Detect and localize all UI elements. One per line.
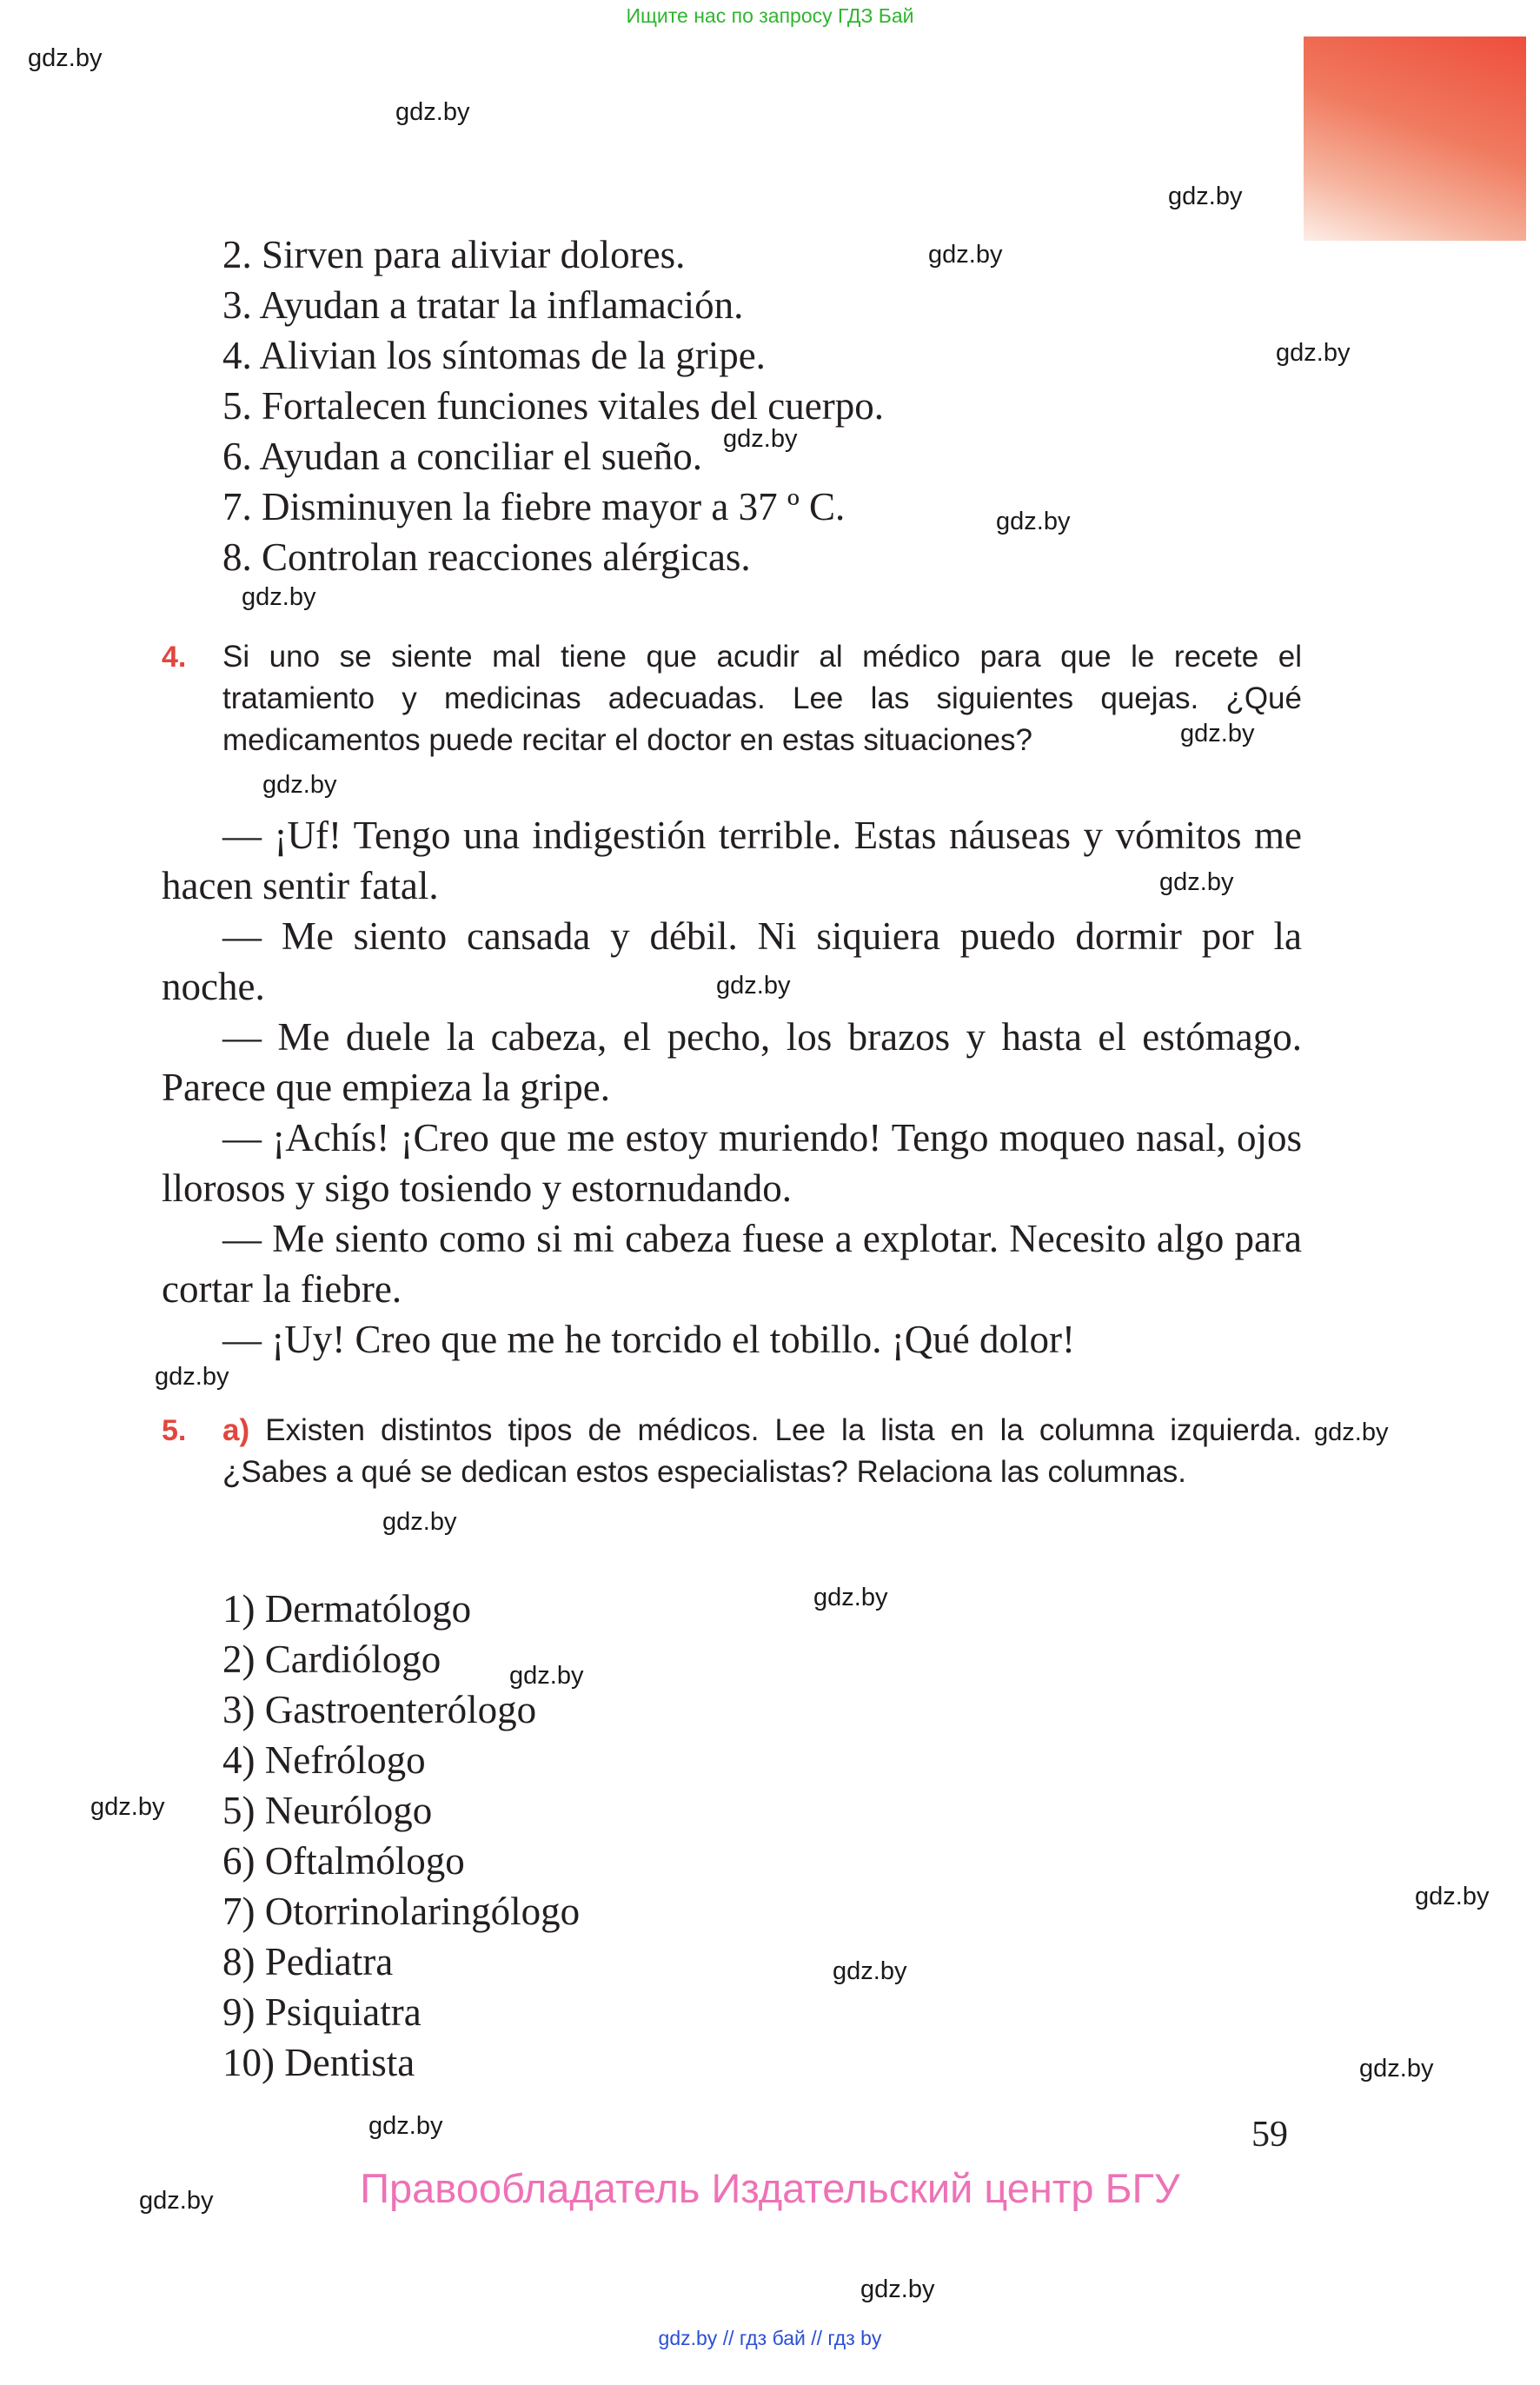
watermark: gdz.by <box>155 1363 229 1391</box>
specialist-item: 3) Gastroenterólogo <box>222 1688 537 1731</box>
search-banner: Ищите нас по запросу ГДЗ Бай <box>626 4 914 27</box>
watermark: gdz.by <box>928 241 1003 269</box>
specialist-item: 10) Dentista <box>222 2041 415 2084</box>
watermark: gdz.by <box>1168 183 1243 210</box>
specialist-item: 2) Cardiólogo <box>222 1638 441 1681</box>
dialogue-line: — Me duele la cabeza, el pecho, los brazos y hasta el estómago. Parece que empieza la gripe. <box>162 1015 1302 1109</box>
watermark: gdz.by <box>1314 1418 1389 1446</box>
dialogue-block <box>162 810 1302 1365</box>
specialist-item: 9) Psiquiatra <box>222 1990 422 2034</box>
list-item: 4. Alivian los síntomas de la gripe. <box>222 334 766 377</box>
dialogue-line: — Me siento como si mi cabeza fuese a explotar. Necesito algo para cortar la fiebre. <box>162 1217 1302 1311</box>
task-number: 4. <box>162 641 187 674</box>
task-instructions: Si uno se siente mal tiene que acudir al médico para que le recete el tratamiento y medicinas adecuadas. Lee las siguientes quejas. ¿Qué medicamentos puede recitar el doctor en estas situaciones? <box>222 640 1302 757</box>
watermark: gdz.by <box>509 1662 584 1690</box>
list-item: 8. Controlan reacciones alérgicas. <box>222 535 751 579</box>
list-item: 5. Fortalecen funciones vitales del cuerpo. <box>222 384 884 428</box>
dialogue-line: — ¡Uy! Creo que me he torcido el tobillo. ¡Qué dolor! <box>222 1318 1075 1361</box>
watermark: gdz.by <box>395 98 470 126</box>
watermark: gdz.by <box>368 2112 443 2140</box>
watermark: gdz.by <box>716 972 791 1000</box>
footer-links: gdz.by // гдз бай // гдз by <box>658 2327 882 2349</box>
specialist-item: 4) Nefrólogo <box>222 1738 426 1782</box>
list-item: 7. Disminuyen la fiebre mayor a 37 º C. <box>222 485 846 528</box>
watermark: gdz.by <box>139 2187 214 2215</box>
watermark: gdz.by <box>1159 868 1234 896</box>
corner-decoration <box>1304 37 1526 241</box>
list-item: 3. Ayudan a tratar la inflamación. <box>222 283 744 327</box>
specialist-item: 6) Oftalmólogo <box>222 1839 465 1883</box>
task-instructions <box>222 1410 1302 1493</box>
watermark: gdz.by <box>860 2275 935 2303</box>
dialogue-line: — Me siento cansada y débil. Ni siquiera puedo dormir por la noche. <box>162 914 1302 1008</box>
specialist-item: 8) Pediatra <box>222 1940 394 1983</box>
specialist-item: 1) Dermatólogo <box>222 1587 472 1631</box>
watermark: gdz.by <box>1276 339 1351 367</box>
watermark: gdz.by <box>382 1508 457 1536</box>
task-number: 5. <box>162 1414 187 1447</box>
copyright-notice: Правообладатель Издательский центр БГУ <box>360 2165 1180 2211</box>
watermark: gdz.by <box>833 1957 907 1985</box>
watermark: gdz.by <box>242 583 316 611</box>
watermark: gdz.by <box>28 44 103 72</box>
watermark: gdz.by <box>996 508 1071 535</box>
watermark: gdz.by <box>90 1793 165 1821</box>
watermark: gdz.by <box>1359 2055 1434 2083</box>
subtask-text: Existen distintos tipos de médicos. Lee la lista en la columna izquierda. ¿Sabes a qué se dedican estos especialistas? Relaciona las columnas. <box>222 1413 1302 1489</box>
list-item: 6. Ayudan a conciliar el sueño. <box>222 435 702 478</box>
specialist-item: 7) Otorrinolaringólogo <box>222 1890 581 1933</box>
watermark: gdz.by <box>813 1584 888 1611</box>
watermark: gdz.by <box>723 425 798 453</box>
watermark: gdz.by <box>1415 1883 1490 1910</box>
dialogue-line: — ¡Achís! ¡Creo que me estoy muriendo! Tengo moqueo nasal, ojos llorosos y sigo tosiendo y estornudando. <box>162 1116 1302 1210</box>
list-item: 2. Sirven para aliviar dolores. <box>222 233 686 276</box>
page-number: 59 <box>1251 2115 1288 2155</box>
watermark: gdz.by <box>1180 720 1255 747</box>
watermark: gdz.by <box>262 771 337 799</box>
specialist-item: 5) Neurólogo <box>222 1789 433 1832</box>
subtask-label: a) <box>222 1413 250 1447</box>
dialogue-line: — ¡Uf! Tengo una indigestión terrible. Estas náuseas y vómitos me hacen sentir fatal. <box>162 814 1302 907</box>
